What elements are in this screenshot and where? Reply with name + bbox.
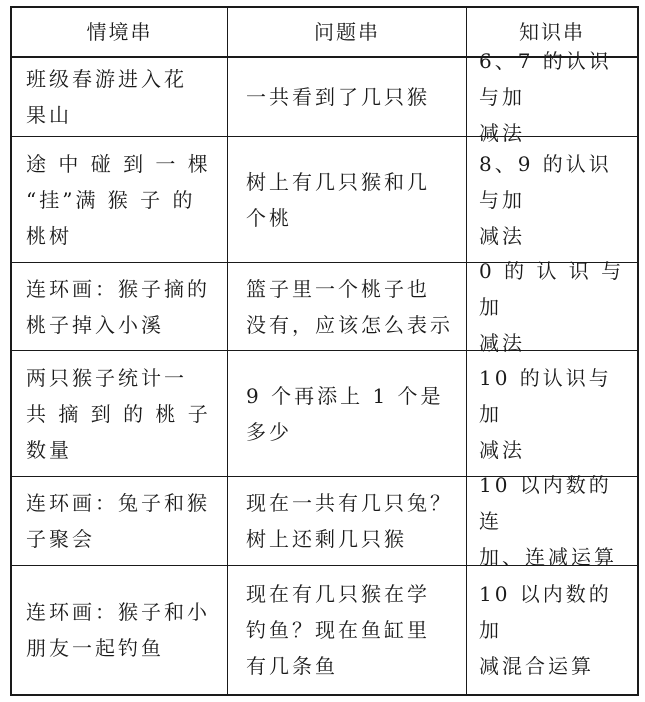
scene-cell: 班级春游进入花 果山 xyxy=(12,58,228,136)
table-row xyxy=(12,137,637,263)
scene-cell: 连环画：猴子摘的 桃子掉入小溪 xyxy=(12,263,228,350)
knowledge-cell: 10 以内数的加 减混合运算 xyxy=(479,582,612,678)
question-cell: 9 个再添上 1 个是 多少 xyxy=(228,351,467,476)
scene-cell: 连环画：兔子和猴 子聚会 xyxy=(12,477,228,565)
knowledge-cell: 0 的 认 识 与 加 减法 xyxy=(479,258,625,355)
table-row xyxy=(12,49,637,145)
table-row xyxy=(12,351,637,477)
scene-cell: 两只猴子统计一 共 摘 到 的 桃 子 数量 xyxy=(12,351,228,476)
knowledge-cell: 10 的认识与加 减法 xyxy=(479,365,612,462)
table-row xyxy=(12,566,637,694)
scene-cell: 途 中 碰 到 一 棵 “挂”满 猴 子 的 桃树 xyxy=(12,137,228,262)
knowledge-cell: 8、9 的认识与加 减法 xyxy=(479,151,612,248)
knowledge-cell: 10 以内数的连 加、连减运算 xyxy=(479,473,617,569)
table-row xyxy=(12,258,637,355)
knowledge-cell: 6、7 的认识与加 减法 xyxy=(479,49,612,145)
question-cell: 现在有几只猴在学 钓鱼？现在鱼缸里 有几条鱼 xyxy=(228,566,467,694)
question-cell: 一共看到了几只猴 xyxy=(228,58,467,136)
scene-cell: 连环画：猴子和小 朋友一起钓鱼 xyxy=(12,566,228,694)
knowledge-table xyxy=(10,6,639,696)
header-scene: 情境串 xyxy=(12,8,228,56)
question-cell: 树上有几只猴和几 个桃 xyxy=(228,137,467,262)
header-question: 问题串 xyxy=(228,8,467,56)
question-cell: 现在一共有几只兔？ 树上还剩几只猴 xyxy=(228,477,467,565)
table-row xyxy=(12,473,637,569)
header-knowledge: 知识串 xyxy=(519,20,585,44)
question-cell: 篮子里一个桃子也 没有，应该怎么表示 xyxy=(228,263,467,350)
